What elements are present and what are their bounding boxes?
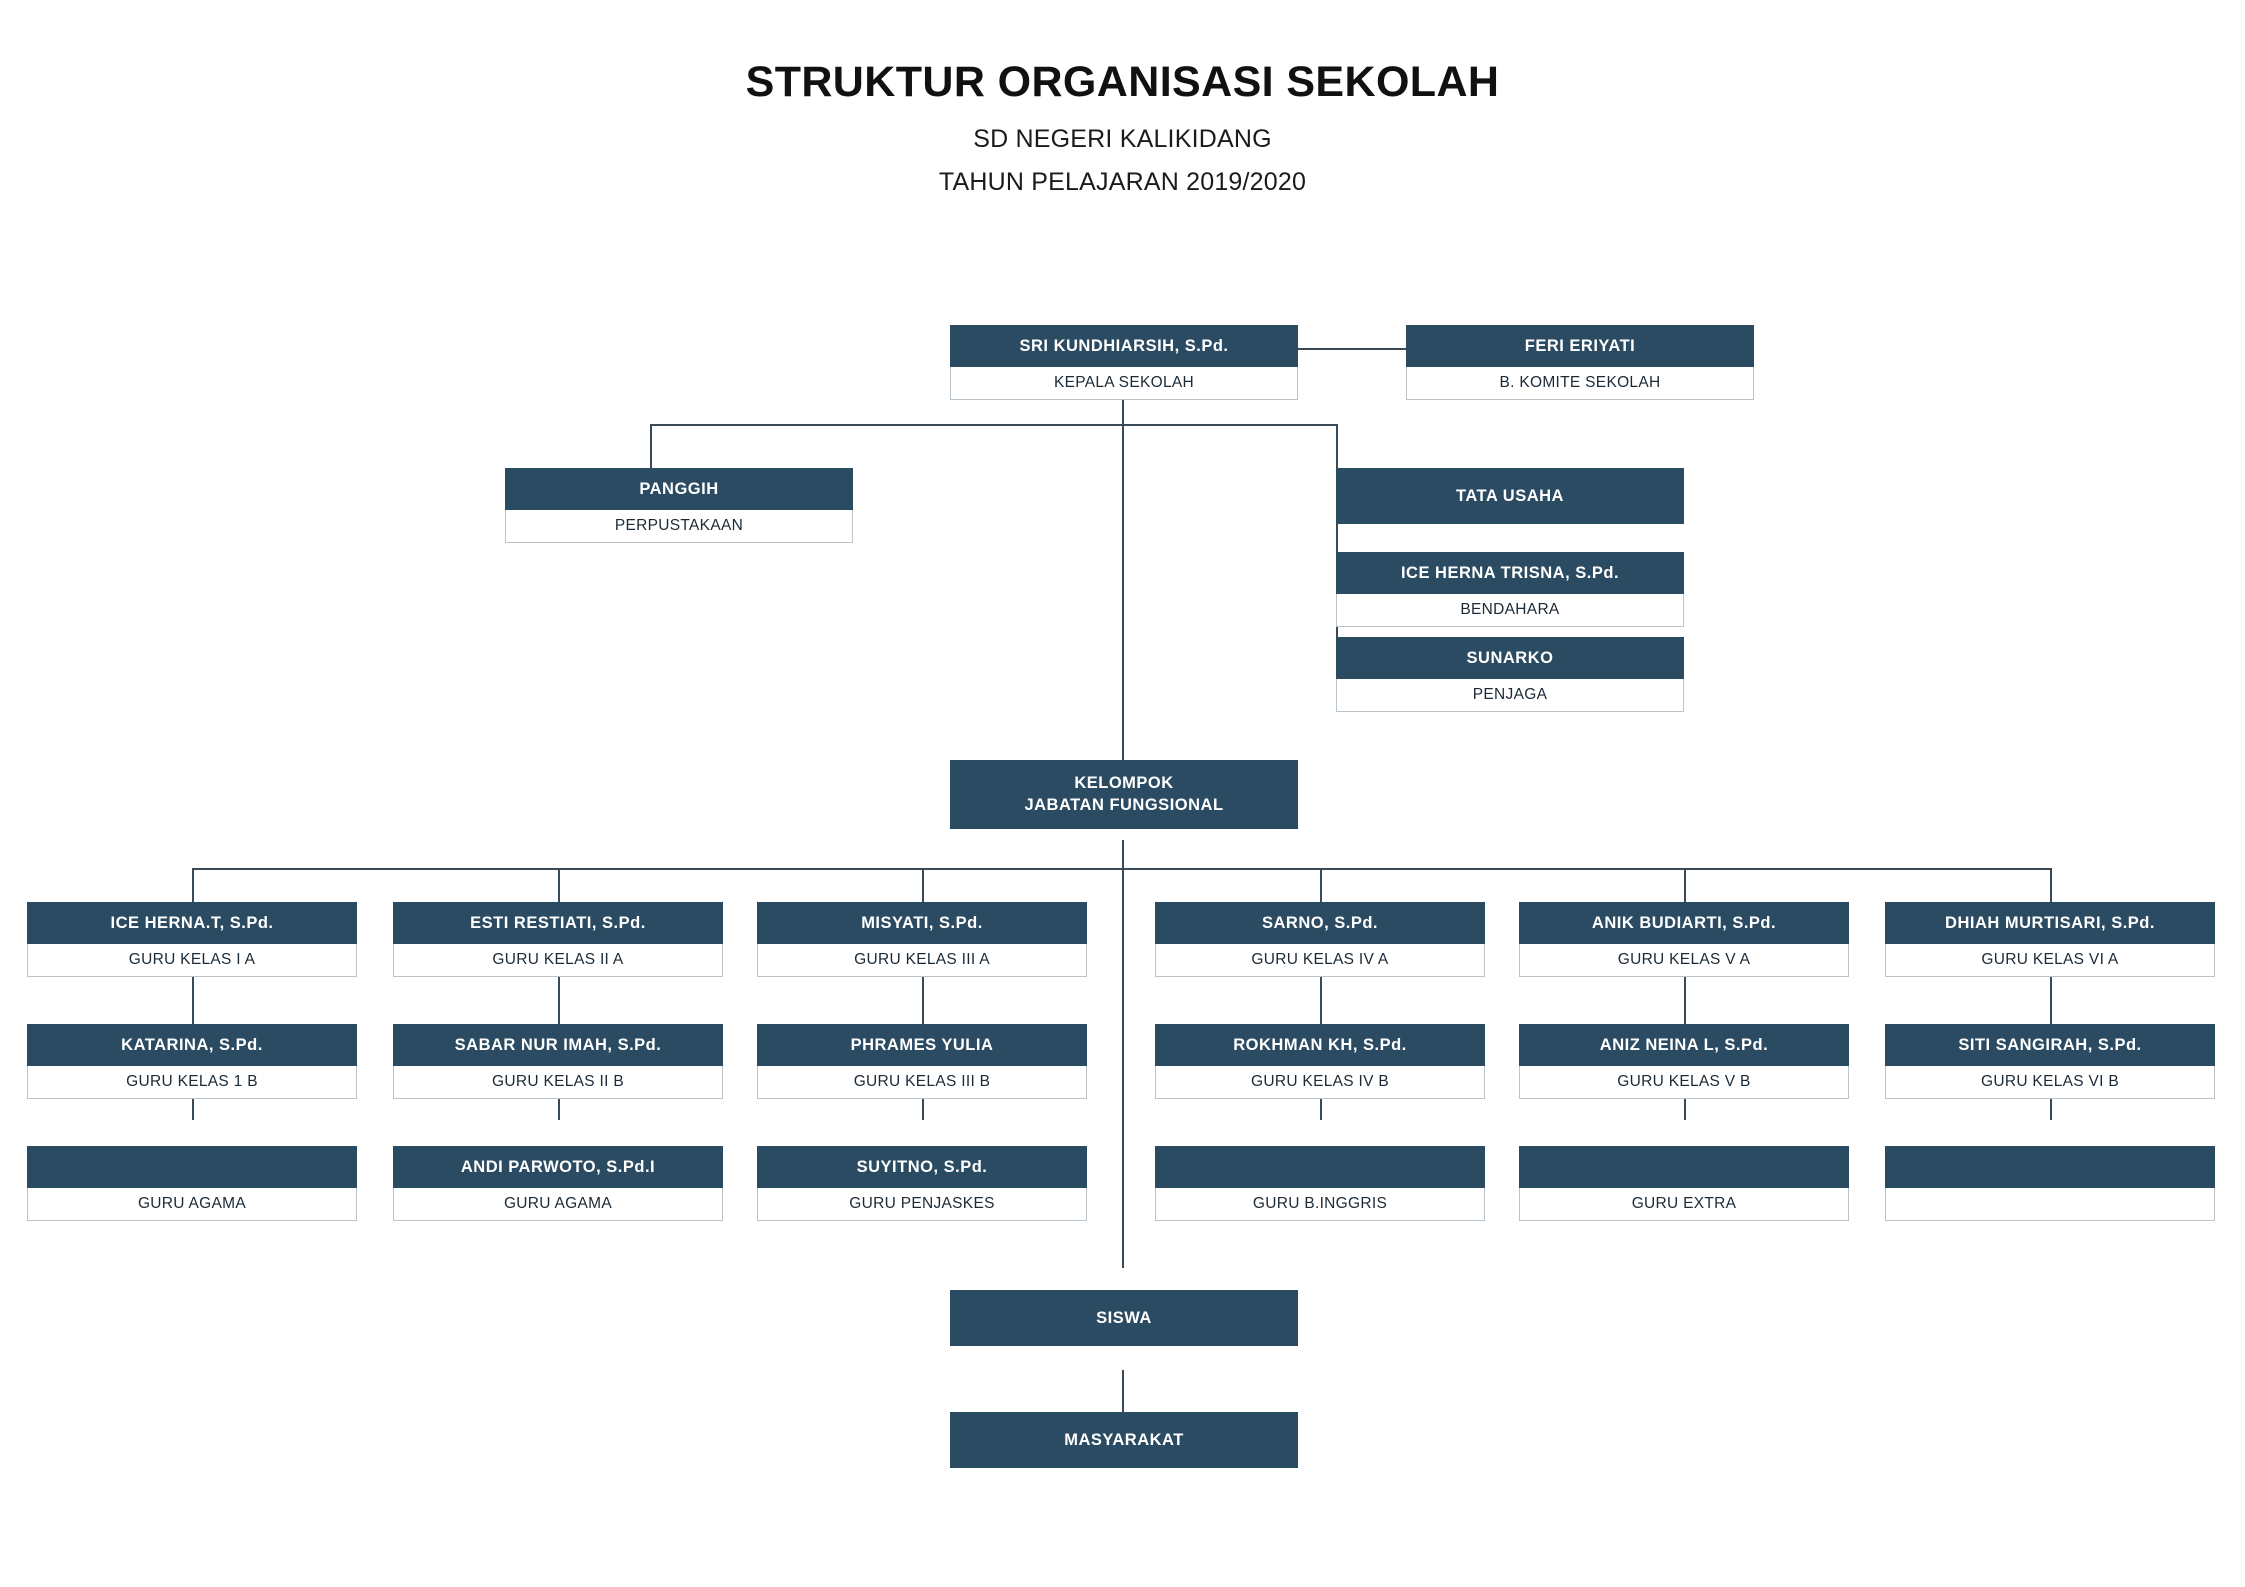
node-guru-kelas-2b-name: SABAR NUR IMAH, S.Pd. [393, 1024, 723, 1066]
node-guru-kelas-4a[interactable] [1155, 902, 1485, 977]
page-title: STRUKTUR ORGANISASI SEKOLAH [745, 58, 1500, 106]
node-guru-kelas-6b[interactable] [1885, 1024, 2215, 1099]
node-guru-kelas-5b[interactable] [1519, 1024, 1849, 1099]
node-guru-agama-2[interactable] [393, 1146, 723, 1221]
node-guru-kosong-role [1885, 1188, 2215, 1221]
connector-bus-col4 [1320, 868, 1322, 902]
node-guru-kelas-5a-name: ANIK BUDIARTI, S.Pd. [1519, 902, 1849, 944]
node-guru-kelas-5b-name: ANIZ NEINA L, S.Pd. [1519, 1024, 1849, 1066]
node-guru-kelas-5b-role: GURU KELAS V B [1519, 1066, 1849, 1099]
node-guru-extra[interactable] [1519, 1146, 1849, 1221]
node-guru-agama-1-role: GURU AGAMA [27, 1188, 357, 1221]
connector-to-perpustakaan [650, 424, 652, 468]
node-guru-kelas-5a[interactable] [1519, 902, 1849, 977]
node-guru-binggris[interactable] [1155, 1146, 1485, 1221]
node-siswa-label: SISWA [950, 1290, 1298, 1346]
connector-bus-col6 [2050, 868, 2052, 902]
node-guru-agama-1-name [27, 1146, 357, 1188]
node-guru-kelas-2b[interactable] [393, 1024, 723, 1099]
connector-staff-horizontal [650, 424, 1337, 426]
node-kepala-sekolah-role: KEPALA SEKOLAH [950, 367, 1298, 400]
node-guru-penjaskes-name: SUYITNO, S.Pd. [757, 1146, 1087, 1188]
node-guru-kelas-3a[interactable] [757, 902, 1087, 977]
node-perpustakaan-role: PERPUSTAKAAN [505, 510, 853, 543]
node-komite-sekolah-name: FERI ERIYATI [1406, 325, 1754, 367]
node-penjaga[interactable] [1336, 637, 1684, 712]
node-perpustakaan-name: PANGGIH [505, 468, 853, 510]
node-penjaga-name: SUNARKO [1336, 637, 1684, 679]
node-guru-kelas-3b-role: GURU KELAS III B [757, 1066, 1087, 1099]
node-guru-agama-1[interactable] [27, 1146, 357, 1221]
connector-bus-col5 [1684, 868, 1686, 902]
node-guru-kelas-6b-role: GURU KELAS VI B [1885, 1066, 2215, 1099]
connector-kepsek-trunk [1122, 400, 1124, 760]
node-guru-kelas-3a-role: GURU KELAS III A [757, 944, 1087, 977]
node-guru-penjaskes[interactable] [757, 1146, 1087, 1221]
school-name: SD NEGERI KALIKIDANG [973, 125, 1272, 153]
node-guru-kelas-6b-name: SITI SANGIRAH, S.Pd. [1885, 1024, 2215, 1066]
node-guru-agama-2-role: GURU AGAMA [393, 1188, 723, 1221]
connector-bus-col3 [922, 868, 924, 902]
connector-kelompok-down [1122, 840, 1124, 868]
node-perpustakaan[interactable] [505, 468, 853, 543]
connector-bus-col2 [558, 868, 560, 902]
node-guru-kelas-4b-name: ROKHMAN KH, S.Pd. [1155, 1024, 1485, 1066]
node-penjaga-role: PENJAGA [1336, 679, 1684, 712]
node-guru-extra-name [1519, 1146, 1849, 1188]
node-guru-kelas-2b-role: GURU KELAS II B [393, 1066, 723, 1099]
node-masyarakat-label: MASYARAKAT [950, 1412, 1298, 1468]
node-guru-kelas-4b[interactable] [1155, 1024, 1485, 1099]
node-guru-kelas-1a-name: ICE HERNA.T, S.Pd. [27, 902, 357, 944]
academic-year: TAHUN PELAJARAN 2019/2020 [938, 168, 1307, 196]
node-guru-kelas-2a-name: ESTI RESTIATI, S.Pd. [393, 902, 723, 944]
node-guru-kelas-1b-role: GURU KELAS 1 B [27, 1066, 357, 1099]
node-bendahara-name: ICE HERNA TRISNA, S.Pd. [1336, 552, 1684, 594]
node-guru-kosong[interactable] [1885, 1146, 2215, 1221]
node-guru-kelas-2a[interactable] [393, 902, 723, 977]
node-guru-kelas-4a-role: GURU KELAS IV A [1155, 944, 1485, 977]
node-guru-penjaskes-role: GURU PENJASKES [757, 1188, 1087, 1221]
node-guru-kelas-3b[interactable] [757, 1024, 1087, 1099]
node-kelompok-jabatan-fungsional[interactable] [950, 760, 1298, 829]
node-guru-kelas-1a[interactable] [27, 902, 357, 977]
connector-kepsek-komite [1297, 348, 1407, 350]
node-guru-kelas-3a-name: MISYATI, S.Pd. [757, 902, 1087, 944]
node-komite-sekolah[interactable] [1406, 325, 1754, 400]
node-guru-binggris-role: GURU B.INGGRIS [1155, 1188, 1485, 1221]
node-guru-kelas-4a-name: SARNO, S.Pd. [1155, 902, 1485, 944]
node-guru-binggris-name [1155, 1146, 1485, 1188]
node-kepala-sekolah-name: SRI KUNDHIARSIH, S.Pd. [950, 325, 1298, 367]
node-guru-kelas-6a[interactable] [1885, 902, 2215, 977]
node-kelompok-line1: KELOMPOK [1074, 774, 1174, 792]
node-kelompok-line2: JABATAN FUNGSIONAL [1024, 796, 1224, 815]
node-guru-kelas-2a-role: GURU KELAS II A [393, 944, 723, 977]
node-guru-extra-role: GURU EXTRA [1519, 1188, 1849, 1221]
node-guru-kelas-1b-name: KATARINA, S.Pd. [27, 1024, 357, 1066]
connector-to-tatausaha [1336, 424, 1338, 468]
node-guru-kosong-name [1885, 1146, 2215, 1188]
node-bendahara[interactable] [1336, 552, 1684, 627]
node-guru-kelas-6a-role: GURU KELAS VI A [1885, 944, 2215, 977]
connector-trunk-to-siswa [1122, 868, 1124, 1268]
node-komite-sekolah-role: B. KOMITE SEKOLAH [1406, 367, 1754, 400]
node-tata-usaha-name: TATA USAHA [1336, 468, 1684, 524]
node-guru-kelas-6a-name: DHIAH MURTISARI, S.Pd. [1885, 902, 2215, 944]
node-guru-kelas-5a-role: GURU KELAS V A [1519, 944, 1849, 977]
node-guru-kelas-4b-role: GURU KELAS IV B [1155, 1066, 1485, 1099]
node-guru-agama-2-name: ANDI PARWOTO, S.Pd.I [393, 1146, 723, 1188]
node-guru-kelas-3b-name: PHRAMES YULIA [757, 1024, 1087, 1066]
node-kepala-sekolah[interactable] [950, 325, 1298, 400]
node-masyarakat[interactable] [950, 1412, 1298, 1468]
title-block [0, 58, 2245, 197]
node-guru-kelas-1b[interactable] [27, 1024, 357, 1099]
node-guru-kelas-1a-role: GURU KELAS I A [27, 944, 357, 977]
node-siswa[interactable] [950, 1290, 1298, 1346]
node-tata-usaha[interactable] [1336, 468, 1684, 524]
node-bendahara-role: BENDAHARA [1336, 594, 1684, 627]
connector-bus-col1 [192, 868, 194, 902]
